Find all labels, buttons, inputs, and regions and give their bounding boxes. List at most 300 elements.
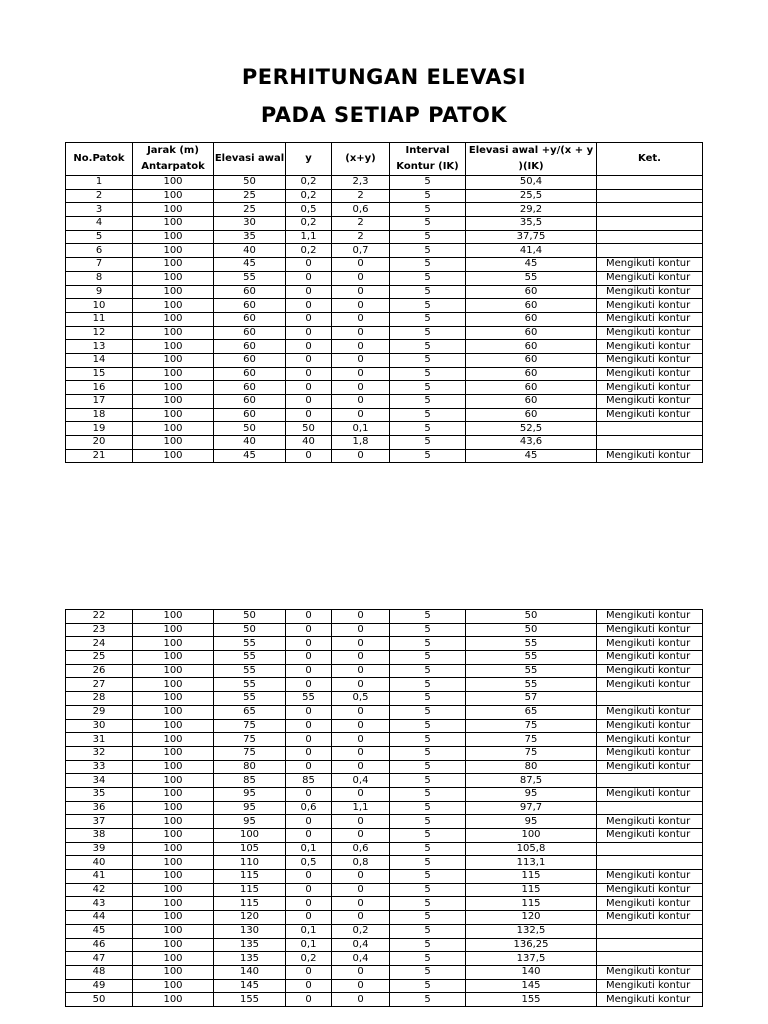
table-cell: 95 bbox=[466, 815, 597, 829]
table-row bbox=[66, 217, 703, 231]
table-cell: 100 bbox=[133, 367, 214, 381]
table-cell: 37,75 bbox=[466, 230, 597, 244]
table-cell: 100 bbox=[133, 897, 214, 911]
table-cell: 50 bbox=[214, 610, 286, 624]
table-cell: 0 bbox=[332, 340, 390, 354]
table-cell: Mengikuti kontur bbox=[597, 395, 703, 409]
table-cell: 5 bbox=[390, 979, 466, 993]
table-cell: 5 bbox=[390, 340, 466, 354]
table-cell bbox=[597, 203, 703, 217]
table-cell: 5 bbox=[390, 299, 466, 313]
table-cell: 155 bbox=[214, 993, 286, 1007]
table-cell: 2 bbox=[332, 230, 390, 244]
table-cell: 25 bbox=[214, 203, 286, 217]
table-cell: 0,5 bbox=[286, 856, 332, 870]
table-cell: 41 bbox=[66, 870, 133, 884]
table-row bbox=[66, 787, 703, 801]
table-row bbox=[66, 733, 703, 747]
table-cell: 5 bbox=[390, 258, 466, 272]
table-cell: 0 bbox=[332, 637, 390, 651]
table-cell: 115 bbox=[214, 897, 286, 911]
table-cell: 14 bbox=[66, 353, 133, 367]
table-cell: 0 bbox=[332, 911, 390, 925]
table-cell: 8 bbox=[66, 271, 133, 285]
table-cell: Mengikuti kontur bbox=[597, 719, 703, 733]
table-cell: 3 bbox=[66, 203, 133, 217]
table-cell: 100 bbox=[133, 965, 214, 979]
table-cell bbox=[597, 244, 703, 258]
elevation-table-part-1 bbox=[65, 142, 703, 463]
table-row bbox=[66, 965, 703, 979]
table-cell: 60 bbox=[466, 353, 597, 367]
table-cell bbox=[597, 436, 703, 450]
table-cell: 29 bbox=[66, 705, 133, 719]
table-cell: 0,4 bbox=[332, 774, 390, 788]
table-row bbox=[66, 436, 703, 450]
table-cell bbox=[597, 189, 703, 203]
table-cell: 0,5 bbox=[286, 203, 332, 217]
table-cell: 2,3 bbox=[332, 176, 390, 190]
table-cell: Mengikuti kontur bbox=[597, 326, 703, 340]
table-cell: 1 bbox=[66, 176, 133, 190]
table-cell: 35 bbox=[66, 787, 133, 801]
table-cell: 7 bbox=[66, 258, 133, 272]
table-cell: 0 bbox=[332, 787, 390, 801]
table-row bbox=[66, 637, 703, 651]
table-cell: 110 bbox=[214, 856, 286, 870]
table-cell: 0 bbox=[286, 408, 332, 422]
table-cell: 95 bbox=[214, 787, 286, 801]
table-cell: 75 bbox=[466, 719, 597, 733]
header-elevasi-awal: Elevasi awal bbox=[214, 143, 286, 176]
table-cell: 0,4 bbox=[332, 938, 390, 952]
table-row bbox=[66, 244, 703, 258]
table-row bbox=[66, 203, 703, 217]
table-row bbox=[66, 326, 703, 340]
table-cell: 100 bbox=[133, 651, 214, 665]
table-cell: 100 bbox=[133, 774, 214, 788]
table-cell: 100 bbox=[133, 340, 214, 354]
table-cell: 55 bbox=[214, 637, 286, 651]
table-cell: 140 bbox=[466, 965, 597, 979]
table-cell: 0 bbox=[332, 623, 390, 637]
table-cell: 55 bbox=[214, 678, 286, 692]
table-cell: 0 bbox=[332, 705, 390, 719]
table-cell: 0 bbox=[286, 664, 332, 678]
table-cell: 130 bbox=[214, 924, 286, 938]
table-cell: 5 bbox=[390, 217, 466, 231]
table-cell: 0 bbox=[286, 787, 332, 801]
table-cell: 50,4 bbox=[466, 176, 597, 190]
table-cell: Mengikuti kontur bbox=[597, 979, 703, 993]
table-cell: 2 bbox=[66, 189, 133, 203]
table-cell: 0 bbox=[286, 610, 332, 624]
table-cell: 5 bbox=[390, 610, 466, 624]
table-cell: 55 bbox=[286, 692, 332, 706]
table-cell: 0 bbox=[286, 883, 332, 897]
table-cell: 5 bbox=[390, 952, 466, 966]
table-cell: 5 bbox=[390, 829, 466, 843]
table-cell: 50 bbox=[214, 176, 286, 190]
table-cell: 100 bbox=[133, 829, 214, 843]
table-cell: 100 bbox=[133, 705, 214, 719]
table-cell: 0 bbox=[332, 965, 390, 979]
table-cell: 5 bbox=[390, 870, 466, 884]
table-cell: 19 bbox=[66, 422, 133, 436]
table-cell: 100 bbox=[133, 623, 214, 637]
table-cell: 25 bbox=[214, 189, 286, 203]
table-cell: 13 bbox=[66, 340, 133, 354]
table-cell: 0 bbox=[286, 381, 332, 395]
table-cell: 5 bbox=[390, 746, 466, 760]
table-cell: 95 bbox=[214, 801, 286, 815]
table-cell: Mengikuti kontur bbox=[597, 367, 703, 381]
table-cell: Mengikuti kontur bbox=[597, 623, 703, 637]
table-cell: 5 bbox=[390, 842, 466, 856]
table-cell: 0 bbox=[332, 395, 390, 409]
table-cell: Mengikuti kontur bbox=[597, 353, 703, 367]
table-cell: 5 bbox=[390, 422, 466, 436]
table-cell: 17 bbox=[66, 395, 133, 409]
table-cell: Mengikuti kontur bbox=[597, 651, 703, 665]
table-cell: 155 bbox=[466, 993, 597, 1007]
table-cell: 60 bbox=[214, 312, 286, 326]
table-cell: 115 bbox=[214, 883, 286, 897]
table-cell bbox=[597, 952, 703, 966]
table-cell: 115 bbox=[466, 883, 597, 897]
table-cell: 55 bbox=[466, 651, 597, 665]
table-cell: Mengikuti kontur bbox=[597, 993, 703, 1007]
table-cell: 60 bbox=[214, 326, 286, 340]
table-cell bbox=[597, 924, 703, 938]
table-cell: 60 bbox=[466, 367, 597, 381]
table-cell: 5 bbox=[390, 449, 466, 463]
table-cell: 46 bbox=[66, 938, 133, 952]
table-cell: 0 bbox=[332, 815, 390, 829]
table-cell: 5 bbox=[66, 230, 133, 244]
table-cell: 0 bbox=[332, 897, 390, 911]
table-cell: 100 bbox=[133, 924, 214, 938]
table-cell: 43,6 bbox=[466, 436, 597, 450]
table-cell: 5 bbox=[390, 189, 466, 203]
table-cell: 0 bbox=[286, 815, 332, 829]
table-cell: 0 bbox=[332, 993, 390, 1007]
table-cell: 100 bbox=[466, 829, 597, 843]
table-cell: 0,1 bbox=[286, 842, 332, 856]
table-cell: Mengikuti kontur bbox=[597, 271, 703, 285]
table-cell: 60 bbox=[466, 340, 597, 354]
table-cell: 80 bbox=[466, 760, 597, 774]
table-row bbox=[66, 651, 703, 665]
table-cell: 0 bbox=[286, 705, 332, 719]
table-cell: Mengikuti kontur bbox=[597, 911, 703, 925]
table-row bbox=[66, 705, 703, 719]
table-cell: 0 bbox=[286, 760, 332, 774]
table-cell: Mengikuti kontur bbox=[597, 664, 703, 678]
table-cell: 30 bbox=[214, 217, 286, 231]
table-cell: 23 bbox=[66, 623, 133, 637]
table-cell: Mengikuti kontur bbox=[597, 705, 703, 719]
table-cell: Mengikuti kontur bbox=[597, 381, 703, 395]
table-cell: 32 bbox=[66, 746, 133, 760]
table-cell: 5 bbox=[390, 408, 466, 422]
table-cell: 115 bbox=[466, 870, 597, 884]
table-cell: Mengikuti kontur bbox=[597, 897, 703, 911]
table-cell: 0,6 bbox=[286, 801, 332, 815]
table-cell: 100 bbox=[133, 381, 214, 395]
table-cell: 50 bbox=[214, 422, 286, 436]
table-row bbox=[66, 870, 703, 884]
table-row bbox=[66, 271, 703, 285]
table-row bbox=[66, 842, 703, 856]
table-cell: 5 bbox=[390, 244, 466, 258]
table-cell: 0 bbox=[332, 733, 390, 747]
table-cell: 15 bbox=[66, 367, 133, 381]
table-cell: 135 bbox=[214, 938, 286, 952]
table-cell: 87,5 bbox=[466, 774, 597, 788]
table-cell: 135 bbox=[214, 952, 286, 966]
table-cell: 60 bbox=[214, 353, 286, 367]
table-cell: 0 bbox=[286, 353, 332, 367]
table-cell: 100 bbox=[133, 842, 214, 856]
table-cell bbox=[597, 422, 703, 436]
table-cell bbox=[597, 176, 703, 190]
table-cell: 36 bbox=[66, 801, 133, 815]
table-cell: 5 bbox=[390, 801, 466, 815]
table-row bbox=[66, 449, 703, 463]
table-cell: 0 bbox=[286, 258, 332, 272]
table-cell: 5 bbox=[390, 924, 466, 938]
table-cell: 0,1 bbox=[286, 924, 332, 938]
table-cell: 105,8 bbox=[466, 842, 597, 856]
table-cell: 0 bbox=[286, 651, 332, 665]
table-row bbox=[66, 993, 703, 1007]
table-cell: 37 bbox=[66, 815, 133, 829]
table-cell: 120 bbox=[214, 911, 286, 925]
table-cell: 60 bbox=[214, 285, 286, 299]
header-no-patok: No.Patok bbox=[66, 143, 133, 176]
table-cell: 0,8 bbox=[332, 856, 390, 870]
table-cell: Mengikuti kontur bbox=[597, 883, 703, 897]
table-cell: 60 bbox=[466, 312, 597, 326]
table-cell: 100 bbox=[133, 217, 214, 231]
table-cell: 30 bbox=[66, 719, 133, 733]
table-row bbox=[66, 312, 703, 326]
table-cell: 40 bbox=[286, 436, 332, 450]
table-cell: 75 bbox=[214, 746, 286, 760]
table-cell: 5 bbox=[390, 395, 466, 409]
table-cell: 0 bbox=[286, 637, 332, 651]
table-cell: 100 bbox=[133, 176, 214, 190]
table-cell: 45 bbox=[214, 258, 286, 272]
table-cell: 5 bbox=[390, 664, 466, 678]
table-cell: 5 bbox=[390, 911, 466, 925]
table-cell: 0 bbox=[332, 664, 390, 678]
table-cell: 50 bbox=[214, 623, 286, 637]
table-cell: 0 bbox=[332, 719, 390, 733]
table-cell: 0 bbox=[332, 408, 390, 422]
table-cell: 6 bbox=[66, 244, 133, 258]
table-cell: 0 bbox=[286, 285, 332, 299]
table-cell: 0,2 bbox=[286, 952, 332, 966]
table-cell: 5 bbox=[390, 285, 466, 299]
table-cell: Mengikuti kontur bbox=[597, 312, 703, 326]
table-cell: 0,2 bbox=[286, 217, 332, 231]
page-title-line-1: PERHITUNGAN ELEVASI bbox=[241, 65, 527, 89]
table-cell: 1,1 bbox=[286, 230, 332, 244]
table-cell: 0 bbox=[332, 381, 390, 395]
table-row bbox=[66, 395, 703, 409]
table-row bbox=[66, 381, 703, 395]
table-cell: 5 bbox=[390, 938, 466, 952]
table-cell: 100 bbox=[133, 395, 214, 409]
table-cell: 40 bbox=[214, 436, 286, 450]
table-cell: Mengikuti kontur bbox=[597, 637, 703, 651]
table-cell: 55 bbox=[214, 692, 286, 706]
table-cell: 140 bbox=[214, 965, 286, 979]
table-cell: 0 bbox=[286, 340, 332, 354]
table-cell: 28 bbox=[66, 692, 133, 706]
table-cell: 34 bbox=[66, 774, 133, 788]
table-cell: 25,5 bbox=[466, 189, 597, 203]
table-cell: 0 bbox=[332, 829, 390, 843]
table-cell: 80 bbox=[214, 760, 286, 774]
table-cell: 48 bbox=[66, 965, 133, 979]
table-cell: 0 bbox=[332, 326, 390, 340]
table-cell: 5 bbox=[390, 815, 466, 829]
table-row bbox=[66, 815, 703, 829]
table-cell: 55 bbox=[466, 637, 597, 651]
table-cell: 60 bbox=[214, 340, 286, 354]
table-cell: 0,4 bbox=[332, 952, 390, 966]
table-cell: 26 bbox=[66, 664, 133, 678]
table-row bbox=[66, 774, 703, 788]
table-cell: 0,6 bbox=[332, 203, 390, 217]
table-cell: 0 bbox=[286, 993, 332, 1007]
table-cell: 40 bbox=[66, 856, 133, 870]
table-cell: 45 bbox=[66, 924, 133, 938]
header-ket: Ket. bbox=[597, 143, 703, 176]
elevation-table-part-2 bbox=[65, 609, 703, 1007]
table-cell: Mengikuti kontur bbox=[597, 787, 703, 801]
table-cell: 0 bbox=[286, 299, 332, 313]
table-cell: 100 bbox=[133, 719, 214, 733]
table-cell: 27 bbox=[66, 678, 133, 692]
table-cell: 65 bbox=[214, 705, 286, 719]
table-cell: 60 bbox=[214, 408, 286, 422]
table-cell: 9 bbox=[66, 285, 133, 299]
table-row bbox=[66, 176, 703, 190]
table-cell: Mengikuti kontur bbox=[597, 678, 703, 692]
table-cell: 0,2 bbox=[332, 924, 390, 938]
table-cell: 100 bbox=[133, 271, 214, 285]
table-cell: 0 bbox=[286, 367, 332, 381]
table-cell: 12 bbox=[66, 326, 133, 340]
table-cell: 0,2 bbox=[286, 189, 332, 203]
table-cell: 0 bbox=[332, 299, 390, 313]
table-cell: 2 bbox=[332, 217, 390, 231]
table-cell bbox=[597, 774, 703, 788]
table-cell: 55 bbox=[214, 271, 286, 285]
table-cell: 100 bbox=[133, 408, 214, 422]
table-cell: 60 bbox=[466, 395, 597, 409]
table-cell: 0 bbox=[332, 979, 390, 993]
table-row bbox=[66, 952, 703, 966]
header-y: y bbox=[286, 143, 332, 176]
table-cell: 0 bbox=[286, 326, 332, 340]
table-cell: 0 bbox=[332, 353, 390, 367]
table-cell: 5 bbox=[390, 760, 466, 774]
table-cell: 5 bbox=[390, 897, 466, 911]
table-cell: 0 bbox=[286, 870, 332, 884]
table-cell: 45 bbox=[466, 449, 597, 463]
table-cell: 100 bbox=[133, 230, 214, 244]
table-cell: 0 bbox=[286, 911, 332, 925]
table-cell: 100 bbox=[133, 911, 214, 925]
table-cell: 0,7 bbox=[332, 244, 390, 258]
table-cell: 5 bbox=[390, 993, 466, 1007]
table-cell: 65 bbox=[466, 705, 597, 719]
table-cell: 0 bbox=[332, 746, 390, 760]
table-cell: 136,25 bbox=[466, 938, 597, 952]
table-cell: Mengikuti kontur bbox=[597, 285, 703, 299]
table-cell: 47 bbox=[66, 952, 133, 966]
table-cell: 0 bbox=[286, 719, 332, 733]
table-cell bbox=[597, 856, 703, 870]
table-cell: 0 bbox=[286, 312, 332, 326]
table-cell: 5 bbox=[390, 678, 466, 692]
table-cell: 100 bbox=[133, 883, 214, 897]
table-cell: 55 bbox=[214, 664, 286, 678]
table-cell: 60 bbox=[214, 299, 286, 313]
table-cell: 5 bbox=[390, 774, 466, 788]
header-x-plus-y: (x+y) bbox=[332, 143, 390, 176]
table-cell: Mengikuti kontur bbox=[597, 258, 703, 272]
table-row bbox=[66, 610, 703, 624]
table-cell: 100 bbox=[133, 203, 214, 217]
table-cell: 100 bbox=[133, 449, 214, 463]
table-row bbox=[66, 678, 703, 692]
table-cell: 5 bbox=[390, 692, 466, 706]
table-cell: 5 bbox=[390, 651, 466, 665]
table-cell: Mengikuti kontur bbox=[597, 299, 703, 313]
table-row bbox=[66, 258, 703, 272]
table-cell: 100 bbox=[133, 637, 214, 651]
table-cell bbox=[597, 217, 703, 231]
table-row bbox=[66, 883, 703, 897]
table-cell: 18 bbox=[66, 408, 133, 422]
table-cell: 145 bbox=[466, 979, 597, 993]
table-cell: 55 bbox=[214, 651, 286, 665]
table-cell: 5 bbox=[390, 367, 466, 381]
table-cell: Mengikuti kontur bbox=[597, 449, 703, 463]
table-cell: 24 bbox=[66, 637, 133, 651]
table-cell: 40 bbox=[214, 244, 286, 258]
table-cell: 100 bbox=[133, 815, 214, 829]
table-row bbox=[66, 719, 703, 733]
table-cell: Mengikuti kontur bbox=[597, 965, 703, 979]
table-cell: 5 bbox=[390, 965, 466, 979]
header-interval-kontur: Interval Kontur (IK) bbox=[390, 143, 466, 176]
table-cell: 55 bbox=[466, 664, 597, 678]
table-cell: 11 bbox=[66, 312, 133, 326]
table-cell: 5 bbox=[390, 230, 466, 244]
table-cell: 100 bbox=[133, 299, 214, 313]
table-cell: 0,5 bbox=[332, 692, 390, 706]
table-header-row bbox=[66, 143, 703, 176]
table-cell: Mengikuti kontur bbox=[597, 408, 703, 422]
table-row bbox=[66, 746, 703, 760]
